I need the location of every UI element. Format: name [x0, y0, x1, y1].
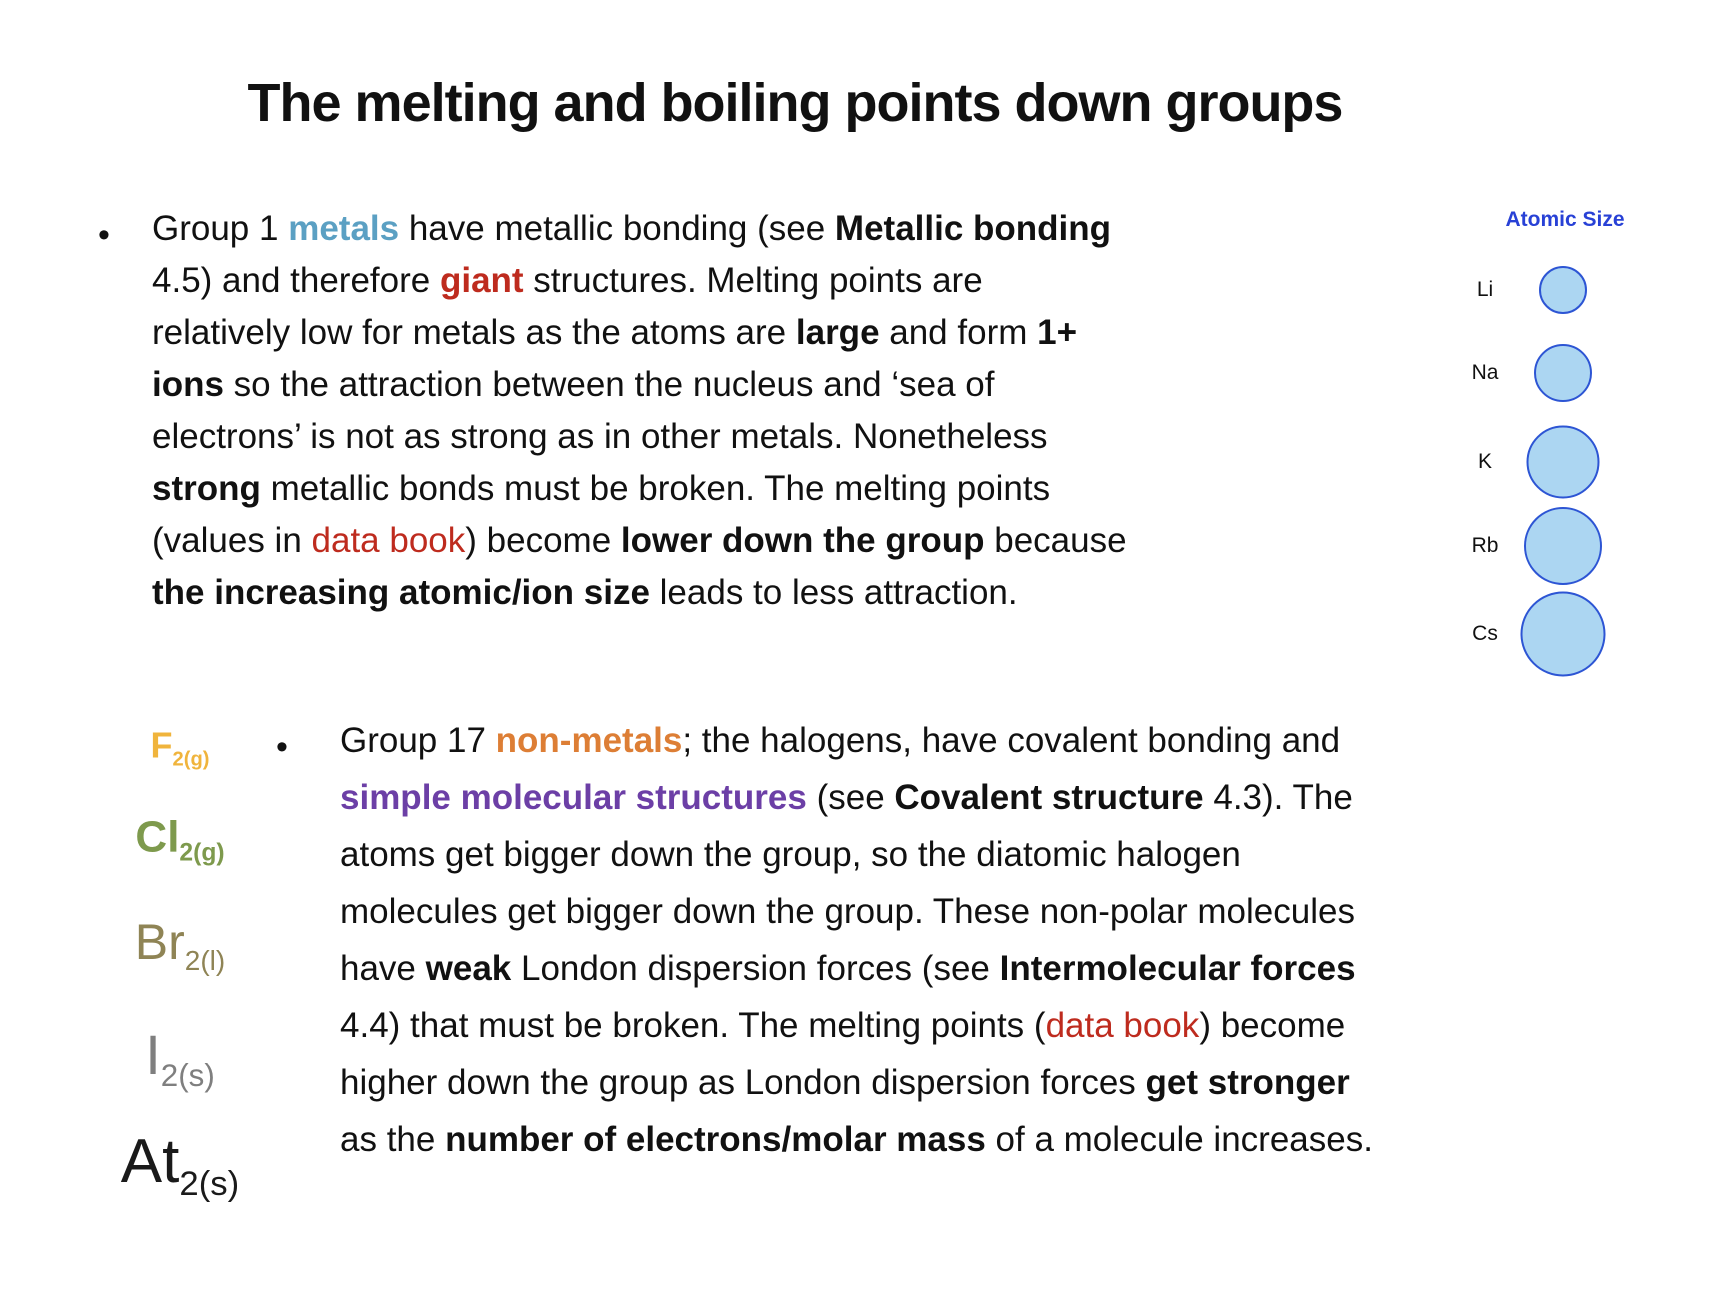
text-segment: have: [340, 949, 426, 988]
text-segment: large: [795, 313, 880, 352]
atomic-size-panel: [1400, 180, 1680, 700]
text-segment: (values in: [152, 521, 312, 560]
text-segment: (see: [806, 778, 895, 817]
text-segment: of a molecule increases.: [985, 1120, 1373, 1159]
element-symbol-label: Li: [1476, 278, 1494, 301]
text-segment: data book: [1045, 1006, 1200, 1045]
text-segment: because: [984, 521, 1127, 560]
text-segment: ) become: [465, 521, 621, 560]
text-segment: strong: [152, 469, 261, 508]
atom-circle: [1527, 426, 1600, 499]
text-segment: leads to less attraction.: [649, 573, 1018, 612]
text-segment: London dispersion forces (see: [511, 949, 1000, 988]
atomic-size-title: Atomic Size: [1505, 208, 1625, 231]
atom-circle: [1521, 592, 1606, 677]
text-segment: Metallic bonding: [834, 209, 1112, 248]
atom-circle: [1539, 266, 1587, 314]
halogen-subscript: 2(s): [179, 1165, 240, 1204]
halogen-symbol: I: [145, 1023, 161, 1087]
halogen-subscript: 2(g): [179, 839, 225, 867]
text-segment: number of electrons/molar mass: [445, 1120, 986, 1159]
bullet-marker: •: [276, 728, 288, 766]
halogen-symbol: Cl: [135, 812, 180, 862]
halogen-formula-at: [70, 1126, 290, 1204]
halogen-symbol: F: [150, 724, 173, 766]
text-segment: Group 1: [152, 209, 289, 248]
text-segment: simple molecular structures: [340, 778, 807, 817]
halogen-subscript: 2(l): [184, 944, 226, 976]
text-segment: so the attraction between the nucleus and ‘sea of: [223, 365, 995, 404]
halogen-symbol: Br: [134, 914, 185, 971]
text-segment: 1+: [1037, 313, 1078, 352]
atom-circle: [1524, 507, 1602, 585]
halogen-size-column: [70, 660, 290, 1220]
text-segment: metals: [288, 209, 400, 248]
text-segment: structures. Melting points are: [523, 261, 983, 300]
slide-title: The melting and boiling points down groups: [247, 73, 1343, 133]
text-segment: non-metals: [495, 721, 683, 760]
halogen-formula-br: [70, 913, 290, 977]
text-segment: 4.3). The: [1203, 778, 1353, 817]
atom-circle: [1534, 344, 1592, 402]
text-segment: ) become: [1199, 1006, 1346, 1045]
halogen-subscript: 2(s): [160, 1057, 215, 1093]
text-segment: electrons’ is not as strong as in other metals. Nonetheless: [152, 417, 1048, 456]
halogen-symbol: At: [120, 1126, 180, 1196]
element-symbol-label: Cs: [1472, 622, 1498, 645]
text-segment: 4.4) that must be broken. The melting points (: [340, 1006, 1046, 1045]
text-segment: higher down the group as London dispersion forces: [340, 1063, 1146, 1102]
bullet-marker: •: [98, 216, 110, 254]
text-segment: atoms get bigger down the group, so the diatomic halogen: [340, 835, 1241, 874]
text-segment: have metallic bonding (see: [399, 209, 835, 248]
element-symbol-label: Rb: [1471, 534, 1499, 557]
text-segment: data book: [311, 521, 466, 560]
text-segment: ; the halogens, have covalent bonding and: [682, 721, 1341, 760]
text-segment: Intermolecular forces: [999, 949, 1356, 988]
text-segment: Group 17: [340, 721, 496, 760]
group17-nonmetals-paragraph: [340, 712, 1680, 1168]
text-segment: the increasing atomic/ion size: [152, 573, 650, 612]
text-segment: as the: [340, 1120, 446, 1159]
group1-metals-paragraph: [152, 203, 1362, 619]
text-segment: lower down the group: [620, 521, 985, 560]
text-segment: 4.5) and therefore: [152, 261, 440, 300]
text-segment: and form: [879, 313, 1038, 352]
halogen-formula-cl: [70, 812, 290, 867]
text-segment: ions: [152, 365, 224, 404]
text-segment: relatively low for metals as the atoms are: [152, 313, 796, 352]
element-symbol-label: Na: [1471, 361, 1499, 384]
text-segment: giant: [439, 261, 524, 300]
text-segment: weak: [425, 949, 512, 988]
halogen-formula-i: [70, 1022, 290, 1094]
element-symbol-label: K: [1477, 450, 1492, 473]
text-segment: metallic bonds must be broken. The melting points: [260, 469, 1051, 508]
halogen-formula-f: [70, 725, 290, 772]
text-segment: get stronger: [1145, 1063, 1350, 1102]
text-segment: molecules get bigger down the group. These non-polar molecules: [340, 892, 1355, 931]
text-segment: Covalent structure: [894, 778, 1204, 817]
halogen-subscript: 2(g): [172, 748, 210, 771]
